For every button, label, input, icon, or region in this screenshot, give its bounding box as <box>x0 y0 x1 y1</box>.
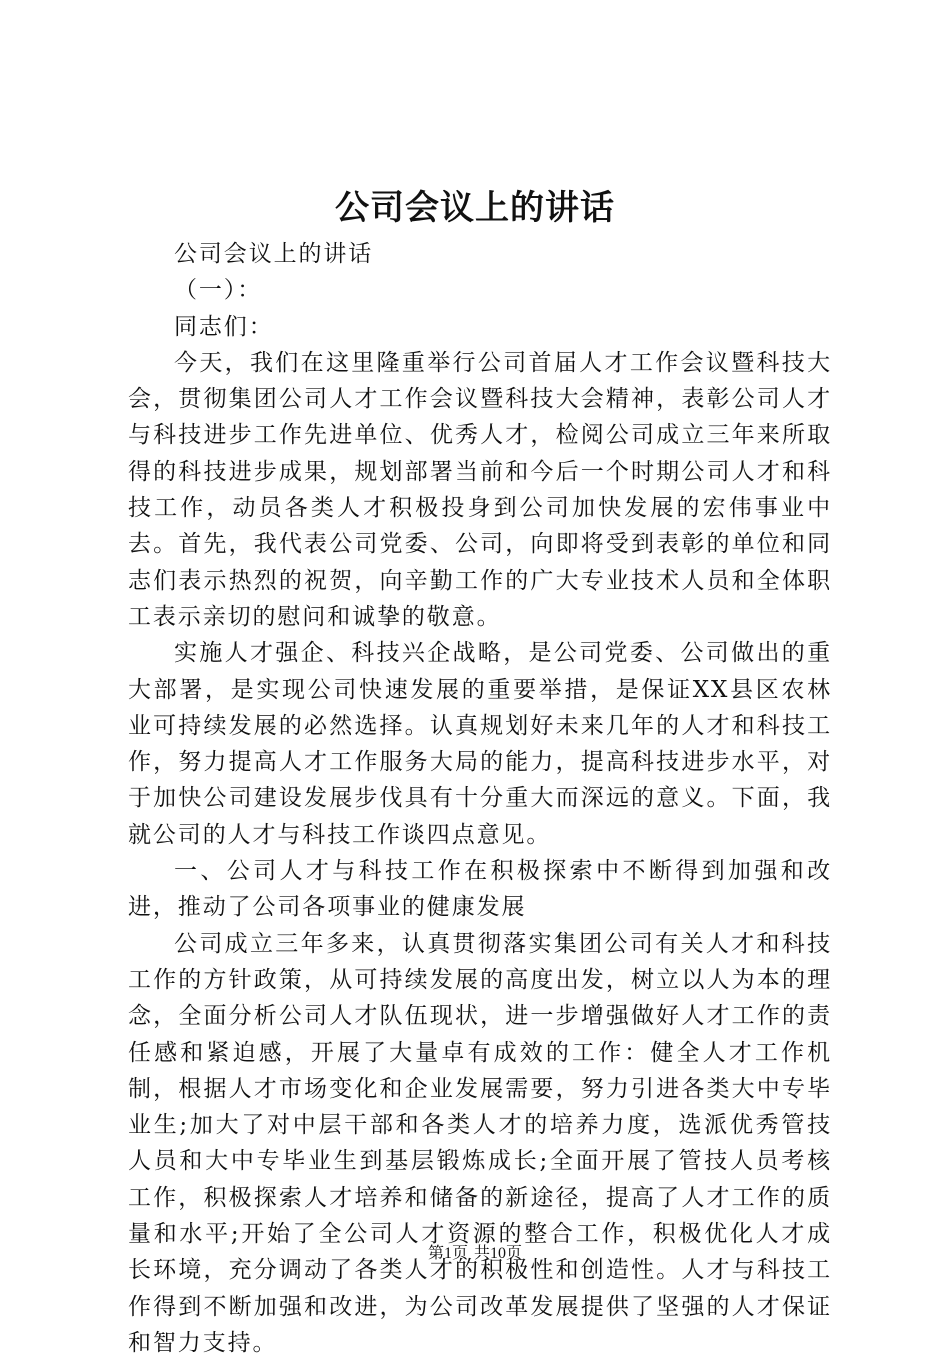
paragraph-subtitle: 公司会议上的讲话 <box>174 241 374 267</box>
page-footer <box>0 1242 950 1266</box>
page-number-current: 第1页 <box>427 1245 468 1262</box>
document-body <box>128 236 832 1361</box>
paragraph-salutation: 同志们： <box>174 313 274 340</box>
document-title: 公司会议上的讲话 <box>335 188 615 228</box>
paragraph-opening: 今天，我们在这里隆重举行公司首届人才工作会议暨科技大会，贯彻集团公司人才工作会议暨科技大会精神，表彰公司人才与科技进步工作先进单位、优秀人才，检阅公司成立三年来所取得的科技进步成果，规划部署当前和今后一个时期公司人才和科技工作，动员各类人才积极投身到公司加快发展的宏伟事业中去。首先，我代表公司党委、公司，向即将受到表彰的单位和同志们表示热烈的祝贺，向辛勤工作的广大专业技术人员和全体职工表示亲切的慰问和诚挚的敬意。 <box>128 349 832 630</box>
paragraph-section-marker: （一）： <box>174 277 263 304</box>
paragraph-heading-one: 一、公司人才与科技工作在积极探索中不断得到加强和改进，推动了公司各项事业的健康发展 <box>128 858 832 921</box>
paragraph-achievements: 公司成立三年多来，认真贯彻落实集团公司有关人才和科技工作的方针政策，从可持续发展的高度出发，树立以人为本的理念，全面分析公司人才队伍现状，进一步增强做好人才工作的责任感和紧迫感，开展了大量卓有成效的工作：健全人才工作机制，根据人才市场变化和企业发展需要，努力引进各类大中专毕业生;加大了对中层干部和各类人才的培养力度，选派优秀管技人员和大中专毕业生到基层锻炼成长;全面开展了管技人员考核工作，积极探索人才培养和储备的新途径，提高了人才工作的质量和水平;开始了全公司人才资源的整合工作，积极优化人才成长环境，充分调动了各类人才的积极性和创造性。人才与科技工作得到不断加强和改进，为公司改革发展提供了坚强的人才保证和智力支持。 <box>128 930 832 1356</box>
paragraph-strategy: 实施人才强企、科技兴企战略，是公司党委、公司做出的重大部署，是实现公司快速发展的重要举措，是保证XX县区农林业可持续发展的必然选择。认真规划好未来几年的人才和科技工作，努力提高人才工作服务大局的能力，提高科技进步水平，对于加快公司建设发展步伐具有十分重大而深远的意义。下面，我就公司的人才与科技工作谈四点意见。 <box>128 640 832 848</box>
page-number-total: 共10页 <box>474 1245 523 1262</box>
